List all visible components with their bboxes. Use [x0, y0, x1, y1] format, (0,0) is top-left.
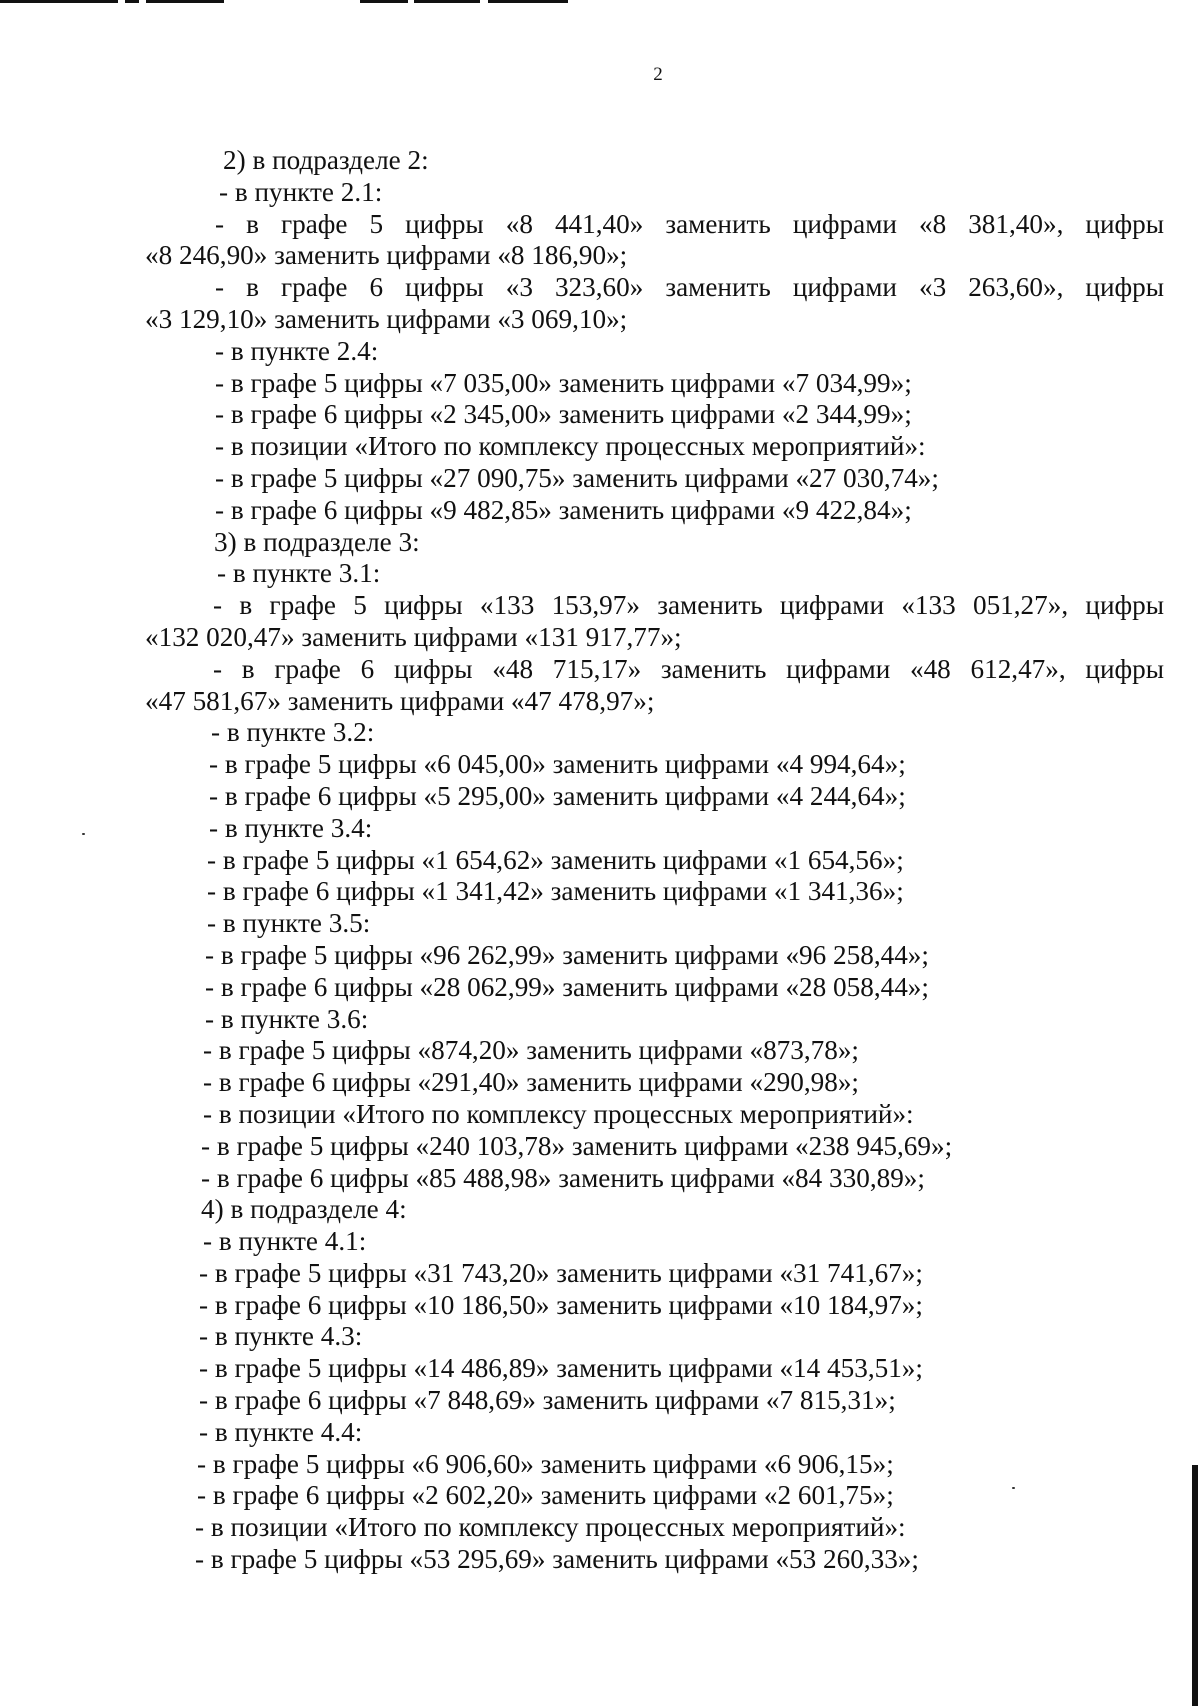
- scan-speck: [82, 833, 85, 835]
- text-line: - в пункте 3.5:: [207, 908, 371, 939]
- text-line: - в графе 5 цифры «6 045,00» заменить цифрами «4 994,64»;: [209, 749, 906, 780]
- text-line: «8 246,90» заменить цифрами «8 186,90»;: [145, 240, 628, 271]
- text-line: - в графе 5 цифры «27 090,75» заменить цифрами «27 030,74»;: [215, 462, 939, 493]
- text-line: - в графе 6 цифры «2 345,00» заменить цифрами «2 344,99»;: [215, 399, 912, 430]
- page-number: 2: [653, 64, 663, 85]
- text-line: - в позиции «Итого по комплексу процессных мероприятий»:: [203, 1098, 914, 1129]
- text-line: - в графе 5 цифры «133 153,97» заменить цифрами «133 051,27», цифры: [213, 590, 1164, 621]
- scan-artifact-top: [0, 0, 640, 8]
- text-line: - в пункте 3.6:: [205, 1003, 369, 1034]
- text-line: «47 581,67» заменить цифрами «47 478,97»;: [145, 685, 655, 716]
- text-line: - в графе 5 цифры «14 486,89» заменить цифрами «14 453,51»;: [199, 1353, 923, 1384]
- text-line: - в графе 6 цифры «3 323,60» заменить цифрами «3 263,60», цифры: [215, 272, 1164, 303]
- text-line: - в графе 6 цифры «48 715,17» заменить цифрами «48 612,47», цифры: [213, 653, 1164, 684]
- text-line: - в графе 6 цифры «291,40» заменить цифрами «290,98»;: [203, 1067, 859, 1098]
- text-line: - в пункте 3.1:: [217, 558, 381, 589]
- text-line: «132 020,47» заменить цифрами «131 917,77»;: [145, 621, 682, 652]
- text-line: - в графе 5 цифры «874,20» заменить цифрами «873,78»;: [203, 1035, 859, 1066]
- text-line: 3) в подразделе 3:: [214, 526, 420, 557]
- text-line: 2) в подразделе 2:: [223, 145, 429, 175]
- text-line: - в пункте 3.2:: [211, 717, 375, 748]
- text-line: 4) в подразделе 4:: [201, 1194, 407, 1225]
- text-line: - в графе 6 цифры «10 186,50» заменить цифрами «10 184,97»;: [199, 1289, 923, 1320]
- text-line: - в графе 6 цифры «7 848,69» заменить цифрами «7 815,31»;: [199, 1385, 896, 1416]
- text-line: - в пункте 4.1:: [203, 1226, 367, 1257]
- text-line: - в графе 5 цифры «96 262,99» заменить цифрами «96 258,44»;: [205, 939, 929, 970]
- text-line: - в пункте 3.4:: [209, 812, 373, 843]
- text-line: - в графе 6 цифры «28 062,99» заменить цифрами «28 058,44»;: [205, 971, 929, 1002]
- text-line: - в графе 5 цифры «240 103,78» заменить цифрами «238 945,69»;: [201, 1130, 953, 1161]
- document-body: [145, 145, 1164, 1576]
- text-line: - в графе 6 цифры «85 488,98» заменить цифрами «84 330,89»;: [201, 1162, 925, 1193]
- text-line: - в графе 6 цифры «2 602,20» заменить цифрами «2 601,75»;: [197, 1480, 894, 1511]
- text-line: - в графе 5 цифры «6 906,60» заменить цифрами «6 906,15»;: [197, 1448, 894, 1479]
- text-line: - в позиции «Итого по комплексу процессных мероприятий»:: [195, 1512, 906, 1543]
- text-line: - в графе 5 цифры «53 295,69» заменить цифрами «53 260,33»;: [195, 1544, 919, 1575]
- text-line: - в графе 5 цифры «8 441,40» заменить цифрами «8 381,40», цифры: [215, 208, 1164, 239]
- text-line: - в пункте 2.1:: [219, 176, 383, 207]
- text-line: - в пункте 2.4:: [215, 335, 379, 366]
- text-line: - в графе 5 цифры «31 743,20» заменить цифрами «31 741,67»;: [199, 1257, 923, 1288]
- text-line: - в пункте 4.4:: [199, 1416, 363, 1447]
- text-line: - в графе 6 цифры «5 295,00» заменить цифрами «4 244,64»;: [209, 780, 906, 811]
- text-line: - в графе 6 цифры «1 341,42» заменить цифрами «1 341,36»;: [207, 876, 904, 907]
- scan-artifact-right-edge: [1192, 1465, 1198, 1706]
- text-line: - в графе 6 цифры «9 482,85» заменить цифрами «9 422,84»;: [215, 494, 912, 525]
- text-line: - в позиции «Итого по комплексу процессных мероприятий»:: [215, 431, 926, 462]
- text-line: «3 129,10» заменить цифрами «3 069,10»;: [145, 303, 628, 334]
- text-line: - в графе 5 цифры «1 654,62» заменить цифрами «1 654,56»;: [207, 844, 904, 875]
- text-line: - в графе 5 цифры «7 035,00» заменить цифрами «7 034,99»;: [215, 367, 912, 398]
- text-line: - в пункте 4.3:: [199, 1321, 363, 1352]
